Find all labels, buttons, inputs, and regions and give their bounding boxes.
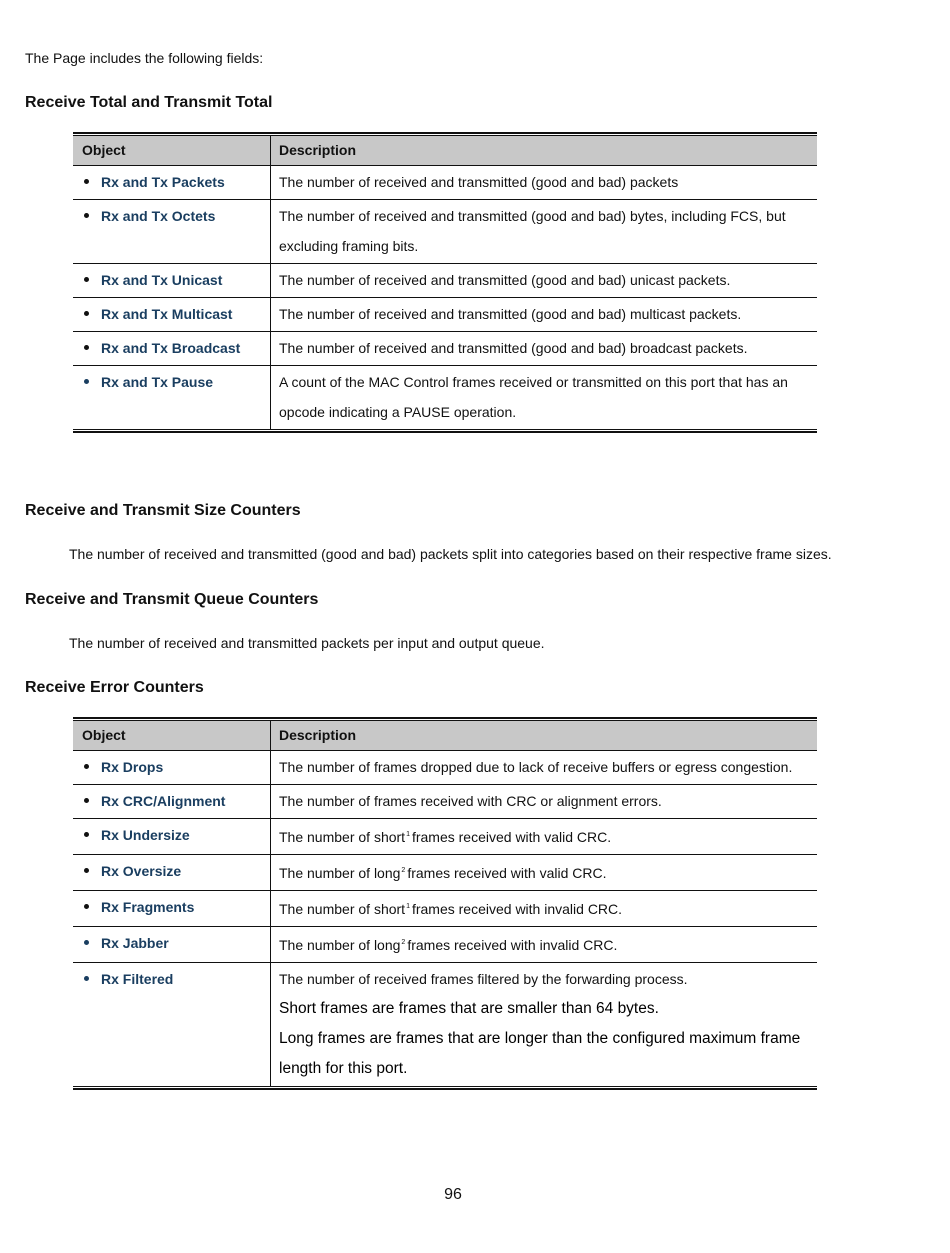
bullet-icon: [84, 868, 89, 873]
section-title-size-counters: Receive and Transmit Size Counters: [25, 502, 301, 519]
row-object: Rx Filtered: [101, 971, 174, 987]
table-row: [73, 166, 817, 200]
footnote-marker: 1: [406, 831, 410, 838]
bullet-icon: [84, 832, 89, 837]
row-description: The number of received and transmitted (good and bad) bytes, including FCS, but excluding framing bits.: [279, 208, 786, 254]
table-row: [73, 927, 817, 963]
row-description: The number of received and transmitted (good and bad) broadcast packets.: [279, 340, 748, 356]
row-object: Rx Oversize: [101, 863, 182, 879]
bullet-icon: [84, 379, 89, 384]
row-object: Rx and Tx Broadcast: [101, 340, 241, 356]
queue-counters-text: The number of received and transmitted packets per input and output queue.: [69, 635, 545, 651]
row-object: Rx and Tx Octets: [101, 208, 216, 224]
section-title-error-counters: Receive Error Counters: [25, 679, 204, 696]
bullet-icon: [84, 976, 89, 981]
table-bottom-rule: [73, 1086, 817, 1090]
row-description: The number of short$^1$ frames received with valid CRC.: [279, 829, 612, 845]
table-header: [73, 721, 817, 751]
row-object: Rx CRC/Alignment: [101, 793, 226, 809]
row-description: The number of short$^1$ frames received with invalid CRC.: [279, 901, 623, 917]
row-description: [271, 963, 817, 1086]
row-description: The number of frames dropped due to lack of receive buffers or egress congestion.: [279, 759, 793, 775]
row-object: Rx Undersize: [101, 827, 190, 843]
footnote-marker: 2: [401, 867, 406, 874]
bullet-icon: [84, 345, 89, 350]
footnote-long-frames: Long frames are frames that are longer than the configured maximum frame length for this port.: [279, 1030, 801, 1077]
table-row: [73, 855, 817, 891]
bullet-icon: [84, 940, 89, 945]
bullet-icon: [84, 311, 89, 316]
row-description: The number of received and transmitted (good and bad) multicast packets.: [279, 306, 742, 322]
bullet-icon: [84, 798, 89, 803]
section-title-receive-transmit-total: Receive Total and Transmit Total: [25, 94, 273, 111]
row-object: Rx and Tx Pause: [101, 374, 214, 390]
bullet-icon: [84, 904, 89, 909]
footnote-short-frames: Short frames are frames that are smaller than 64 bytes.: [279, 1000, 659, 1017]
table-header: [73, 136, 817, 166]
bullet-icon: [84, 213, 89, 218]
table-row: [73, 751, 817, 785]
page-number: 96: [444, 1186, 462, 1203]
table-row: [73, 785, 817, 819]
header-object: Object: [73, 721, 271, 750]
size-counters-text: The number of received and transmitted (good and bad) packets split into categories based on their respective frame sizes.: [69, 546, 832, 562]
row-object: Rx and Tx Packets: [101, 174, 225, 190]
row-description: The number of long$^2$ frames received with valid CRC.: [279, 865, 607, 881]
row-description: The number of received and transmitted (good and bad) unicast packets.: [279, 272, 731, 288]
header-description: Description: [279, 727, 357, 743]
table-row: [73, 366, 817, 429]
table-row: [73, 200, 817, 264]
table-bottom-rule: [73, 429, 817, 433]
bullet-icon: [84, 764, 89, 769]
bullet-icon: [84, 277, 89, 282]
bullet-icon: [84, 179, 89, 184]
row-description: The number of frames received with CRC or alignment errors.: [279, 793, 662, 809]
row-description: A count of the MAC Control frames received or transmitted on this port that has an opcode indicating a PAUSE operation.: [279, 374, 788, 420]
intro-text: The Page includes the following fields:: [25, 50, 264, 66]
table-row: [73, 819, 817, 855]
row-object: Rx and Tx Unicast: [101, 272, 223, 288]
row-description: The number of received and transmitted (good and bad) packets: [279, 174, 679, 190]
table-row: [73, 264, 817, 298]
table-row: [73, 891, 817, 927]
row-object: Rx Jabber: [101, 935, 169, 951]
row-object: Rx Fragments: [101, 899, 195, 915]
table-row: [73, 963, 817, 1086]
table-receive-error-counters: [73, 717, 817, 1090]
row-object: Rx Drops: [101, 759, 164, 775]
row-object: Rx and Tx Multicast: [101, 306, 233, 322]
section-title-queue-counters: Receive and Transmit Queue Counters: [25, 591, 319, 608]
header-object: Object: [73, 136, 271, 165]
table-row: [73, 298, 817, 332]
row-description: The number of long$^2$ frames received with invalid CRC.: [279, 937, 618, 953]
row-description-text: The number of received frames filtered by the forwarding process.: [279, 971, 688, 987]
footnote-marker: 1: [406, 903, 410, 910]
header-description: Description: [279, 142, 357, 158]
table-row: [73, 332, 817, 366]
footnote-marker: 2: [401, 939, 406, 946]
table-receive-transmit-total: [73, 132, 817, 433]
